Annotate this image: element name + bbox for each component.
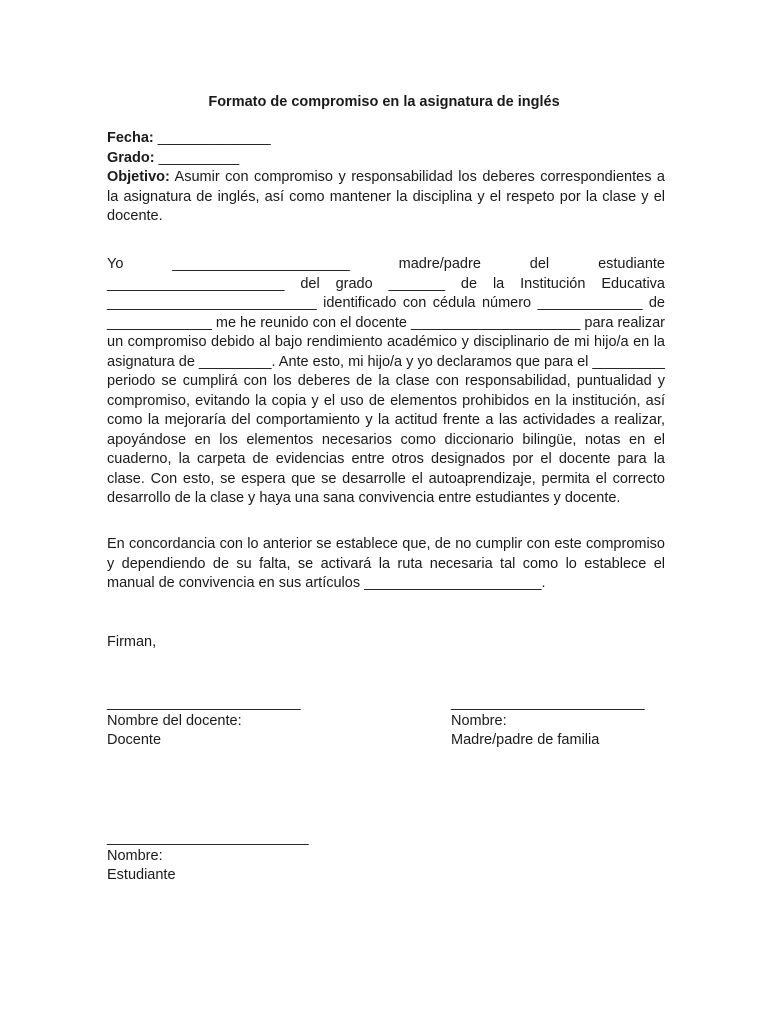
firman-label: Firman, xyxy=(107,634,157,650)
objetivo-label: Objetivo: xyxy=(107,169,170,185)
signature-role-padre: Madre/padre de familia xyxy=(451,732,600,748)
grado-blank: __________ xyxy=(158,150,240,166)
signature-name-estudiante: Nombre: xyxy=(107,848,163,864)
objetivo-paragraph xyxy=(107,168,665,227)
document-title: Formato de compromiso en la asignatura de inglés xyxy=(208,94,560,110)
fecha-row xyxy=(107,129,271,149)
signature-line-docente: ________________________ xyxy=(107,695,301,711)
grado-label: Grado: xyxy=(107,150,155,166)
fecha-label: Fecha: xyxy=(107,130,154,146)
signature-role-docente: Docente xyxy=(107,732,162,748)
commitment-paragraph: Yo ______________________ madre/padre del estudiante ______________________ del grado _______ de la Institución Educativa __________________________ identificado con cédula número _____________ de _____________ me he reunido con el docente _____________________ para realizar un compromiso debido al bajo rendimiento académico y disciplinario de mi hijo/a en la asignatura de _________. Ante esto, mi hijo/a y yo declaramos que para el _________ periodo se cumplirá con los deberes de la clase con responsabilidad, puntualidad y compromiso, evitando la copia y el uso de elementos prohibidos en la institución, así como la mejoraría del comportamiento y la actitud frente a las actividades a realizar, apoyándose en los elementos necesarios como diccionario bilingüe, notas en el cuaderno, la carpeta de evidencias entre otros designados por el docente para la clase. Con esto, se espera que se desarrolle el autoaprendizaje, permita el correcto desarrollo de la clase y haya una sana convivencia entre estudiantes y docente. xyxy=(107,256,665,506)
signature-role-estudiante: Estudiante xyxy=(107,867,176,883)
signature-name-docente: Nombre del docente: xyxy=(107,713,242,729)
grado-row xyxy=(107,149,239,169)
objetivo-text: Asumir con compromiso y responsabilidad los deberes correspondientes a la asignatura de inglés, así como mantener la disciplina y el respeto por la clase y el docente. xyxy=(107,169,665,224)
consequence-paragraph: En concordancia con lo anterior se establece que, de no cumplir con este compromiso y dependiendo de su falta, se activará la ruta necesaria tal como lo establece el manual de convivencia en sus artículos ______________________. xyxy=(107,536,665,591)
signature-line-estudiante: _________________________ xyxy=(107,830,309,846)
signature-line-padre: ________________________ xyxy=(451,695,645,711)
fecha-blank: ______________ xyxy=(157,130,271,146)
signature-name-padre: Nombre: xyxy=(451,713,507,729)
